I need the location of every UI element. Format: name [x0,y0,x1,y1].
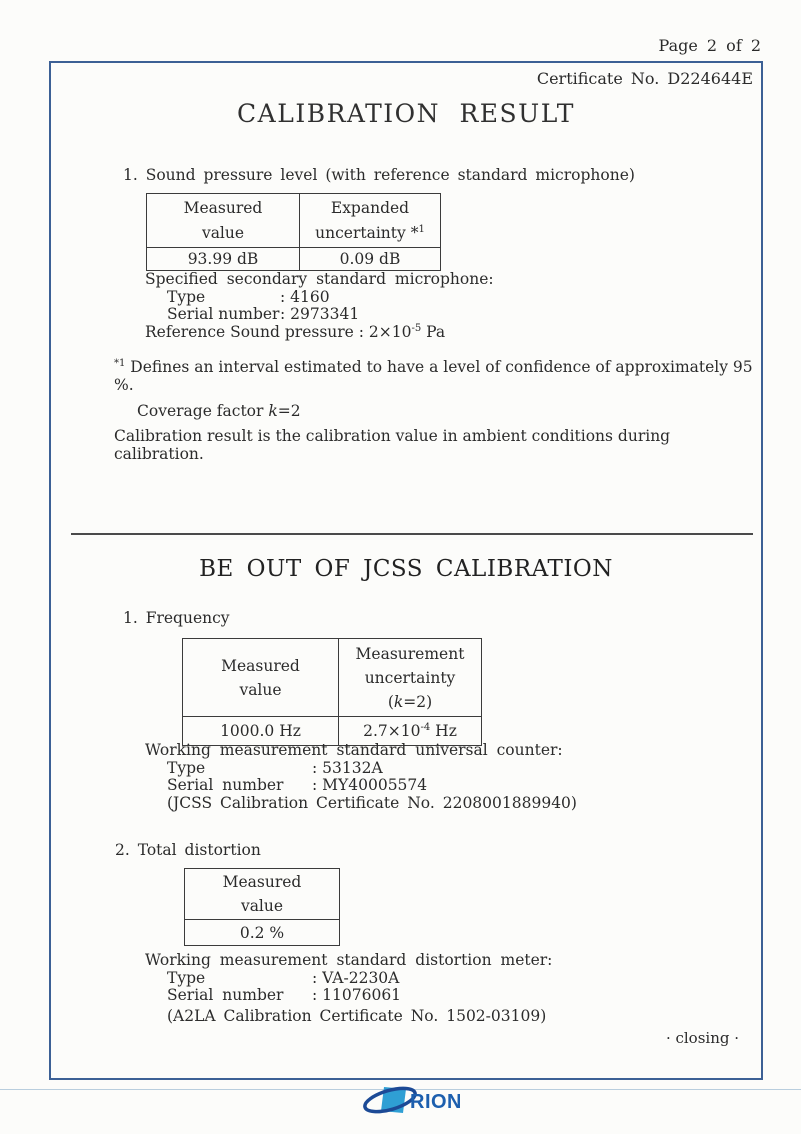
microphone-type-line [145,289,494,307]
table-value-row [147,248,441,271]
counter-heading: Working measurement standard universal counter: [145,741,563,759]
serial-label: Serial number [167,986,284,1004]
frequency-table [182,638,482,746]
uncertainty-header-line2: uncertainty [364,668,456,687]
reference-pressure-line [145,324,494,342]
certificate-number: Certificate No. D224644E [536,69,753,88]
serial-value: : 2973341 [280,305,360,323]
meter-heading: Working measurement standard distortion meter: [145,951,553,969]
uncertainty-value-text: 2.7×10 [363,722,421,740]
measured-value-cell: 0.2 % [185,920,340,946]
table-header-row [185,869,340,920]
coverage-factor-text: Coverage factor [137,402,269,420]
microphone-spec-block [145,271,494,341]
uncertainty-header-line1: Measurement [355,644,465,663]
uncertainty-header-text: uncertainty * [315,223,419,242]
measured-header-line1: Measured [221,656,300,675]
table-header-row [183,639,482,717]
rion-logo-graphic [348,1080,460,1120]
measured-header-line1: Measured [183,198,263,217]
serial-label: Serial number [167,305,280,323]
footnote-marker: *1 [114,357,126,369]
k-symbol: k [393,692,404,711]
counter-serial-line [145,777,577,795]
measured-header-line2: value [240,897,284,915]
spl-result-table [146,193,441,271]
distortion-table [184,868,340,946]
microphone-spec-heading: Specified secondary standard microphone: [145,270,494,288]
document-title: CALIBRATION RESULT [237,99,575,128]
uncertainty-header-line2 [306,221,434,246]
type-value: : 4160 [280,287,330,306]
reference-pressure-text: Reference Sound pressure : 2×10 [145,322,412,341]
spl-section-heading: 1. Sound pressure level (with reference standard microphone) [123,166,635,184]
measured-header-cell [147,194,300,248]
universal-counter-block [145,742,577,812]
section-divider-line [71,533,753,535]
serial-value: : 11076061 [312,986,402,1004]
measured-value-cell: 93.99 dB [147,248,300,271]
measured-header-cell [185,869,340,920]
table-value-row [185,920,340,946]
distortion-meter-block [145,952,552,1025]
measured-value-cell: 1000.0 Hz [183,717,339,746]
coverage-factor-line [137,402,761,420]
measured-header-line1: Measured [222,873,302,891]
measured-header-cell [183,639,339,717]
uncertainty-header-line3 [345,690,475,714]
k-value: =2) [403,692,433,711]
type-label: Type [167,758,206,777]
microphone-serial-line [145,306,494,324]
uncertainty-value-cell: 0.09 dB [300,248,441,271]
measured-header-line2: value [201,223,245,242]
measured-header-line2: value [239,680,282,699]
serial-value: : MY40005574 [312,776,428,794]
footnote-block [114,358,761,463]
meter-serial-line [145,987,552,1005]
uncertainty-unit: Hz [430,722,457,740]
serial-label: Serial number [167,776,284,794]
ambient-conditions-note: Calibration result is the calibration value in ambient conditions during calibration. [114,427,671,463]
jcss-certificate-note: (JCSS Calibration Certificate No. 2208001889940) [167,793,577,812]
distortion-heading: 2. Total distortion [115,841,261,859]
counter-type-line [145,760,577,778]
closing-mark: · closing · [665,1029,739,1047]
table-header-row [147,194,441,248]
a2la-certificate-note: (A2LA Calibration Certificate No. 1502-03109) [167,1006,547,1025]
frequency-heading: 1. Frequency [123,609,230,627]
certificate-border-box [49,61,763,1080]
footnote-ref: 1 [418,223,425,235]
meter-type-line [145,970,552,988]
page-number: Page 2 of 2 [658,36,761,55]
coverage-factor-k: k [268,402,278,420]
uncertainty-header-line1: Expanded [330,198,410,217]
logo-text: RION [410,1091,460,1113]
uncertainty-header-cell [339,639,482,717]
jcss-section-title: BE OUT OF JCSS CALIBRATION [199,556,613,582]
confidence-footnote-text: Defines an interval estimated to have a level of confidence of approximately 95 %. [114,358,753,394]
coverage-factor-value: =2 [277,402,301,420]
type-label: Type [167,968,206,987]
k-paren-open: ( [387,692,394,711]
type-label: Type [167,287,206,306]
reference-pressure-exponent: -5 [411,322,422,334]
type-value: : VA-2230A [312,968,400,987]
confidence-footnote-line [114,358,761,394]
reference-pressure-unit: Pa [421,322,446,341]
uncertainty-header-cell [300,194,441,248]
type-value: : 53132A [312,758,383,777]
uncertainty-exponent: -4 [420,721,431,733]
rion-logo [348,1080,460,1120]
